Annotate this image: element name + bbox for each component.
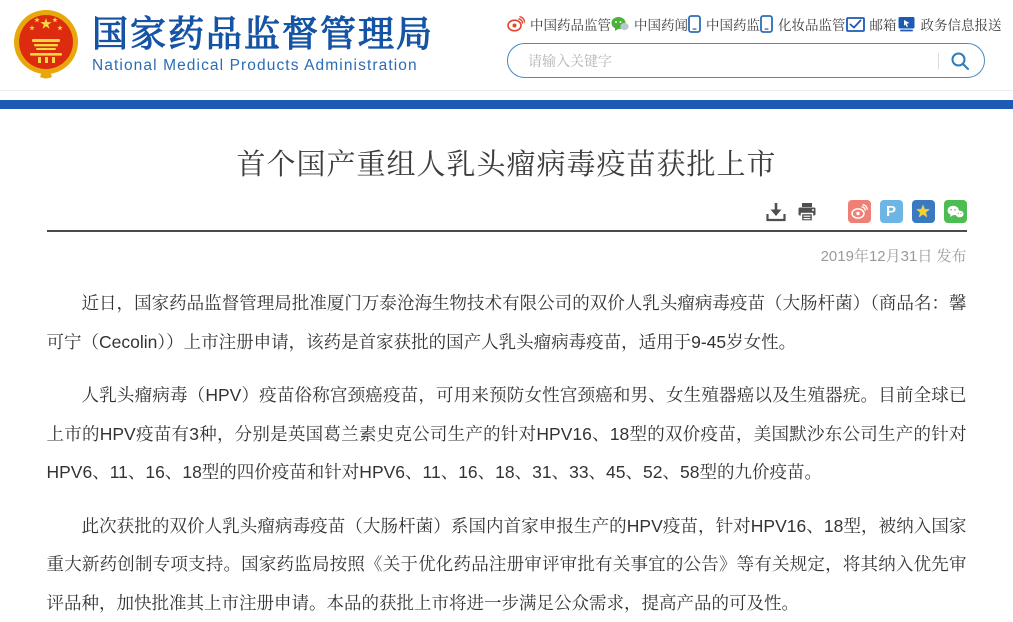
search-box	[507, 43, 985, 78]
search-button[interactable]	[950, 51, 970, 71]
print-button[interactable]	[796, 201, 818, 223]
quick-link-label: 政务信息报送	[921, 14, 1002, 34]
site-title: 国家药品监督管理局	[92, 13, 434, 54]
article-container	[47, 142, 967, 622]
quick-link-mailbox[interactable]	[846, 14, 897, 34]
share-wechat-button[interactable]	[944, 200, 967, 223]
national-emblem-logo	[12, 9, 80, 79]
download-icon	[765, 201, 787, 223]
title-divider	[47, 230, 967, 232]
quick-link-label: 化妆品监管	[778, 14, 846, 34]
weibo-icon	[507, 16, 525, 32]
quick-link-label: 中国药闻	[634, 14, 688, 34]
site-brand[interactable]	[12, 9, 434, 79]
monitor-icon	[897, 16, 916, 33]
print-icon	[796, 201, 818, 223]
wechat-icon	[611, 16, 629, 32]
phone-icon	[688, 15, 701, 33]
article-paragraph: 此次获批的双价人乳头瘤病毒疫苗（大肠杆菌）系国内首家申报生产的HPV疫苗，针对HPV16、18型，被纳入国家重大新药创制专项支持。国家药监局按照《关于优化药品注册审评审批有关事宜的公告》等有关规定，将其纳入优先审评品种，加快批准其上市注册申请。本品的获批上市将进一步满足公众需求，提高产品的可及性。	[47, 507, 967, 622]
share-qzone-icon: ★	[915, 203, 930, 220]
site-subtitle: National Medical Products Administration	[92, 57, 434, 75]
quick-link-drug-regulation[interactable]	[507, 14, 611, 34]
share-weibo-button[interactable]	[848, 200, 871, 223]
article-toolbar	[47, 200, 967, 230]
share-pengyou-button[interactable]	[880, 200, 903, 223]
brand-text	[92, 13, 434, 75]
quick-link-cosmetics-regulation[interactable]	[760, 14, 846, 34]
article-paragraph: 人乳头瘤病毒（HPV）疫苗俗称宫颈癌疫苗，可用来预防女性宫颈癌和男、女生殖器癌以及生殖器疣。目前全球已上市的HPV疫苗有3种，分别是英国葛兰素史克公司生产的针对HPV16、18型的双价疫苗，美国默沙东公司生产的针对HPV6、11、16、18型的四价疫苗和针对HPV6、11、16、18、31、33、45、52、58型的九价疫苗。	[47, 376, 967, 492]
share-wechat-icon	[947, 205, 964, 219]
mail-icon	[846, 17, 865, 32]
share-pengyou-icon: P	[886, 204, 896, 219]
share-weibo-icon	[851, 204, 868, 219]
quick-link-china-yaojian-app[interactable]	[688, 14, 760, 34]
quick-link-label: 邮箱	[870, 14, 897, 34]
accent-bar	[0, 100, 1013, 109]
publish-date: 2019年12月31日 发布	[47, 245, 967, 266]
quick-link-china-drug-news[interactable]	[611, 14, 688, 34]
site-header	[0, 0, 1013, 91]
phone-icon	[760, 15, 773, 33]
quick-link-gov-info-report[interactable]	[897, 14, 1002, 34]
quick-links-bar	[507, 14, 985, 34]
search-divider	[938, 53, 939, 69]
quick-link-label: 中国药监	[706, 14, 760, 34]
article-paragraph: 近日，国家药品监督管理局批准厦门万泰沧海生物技术有限公司的双价人乳头瘤病毒疫苗（大肠杆菌）（商品名：馨可宁（Cecolin））上市注册申请，该药是首家获批的国产人乳头瘤病毒疫苗，适用于9-45岁女性。	[47, 284, 967, 361]
share-qzone-button[interactable]	[912, 200, 935, 223]
search-icon	[950, 51, 970, 71]
article-title: 首个国产重组人乳头瘤病毒疫苗获批上市	[47, 142, 967, 183]
header-right	[507, 9, 985, 78]
quick-link-label: 中国药品监管	[530, 14, 611, 34]
download-button[interactable]	[765, 201, 787, 223]
article-body	[47, 284, 967, 622]
search-input[interactable]	[526, 52, 938, 70]
